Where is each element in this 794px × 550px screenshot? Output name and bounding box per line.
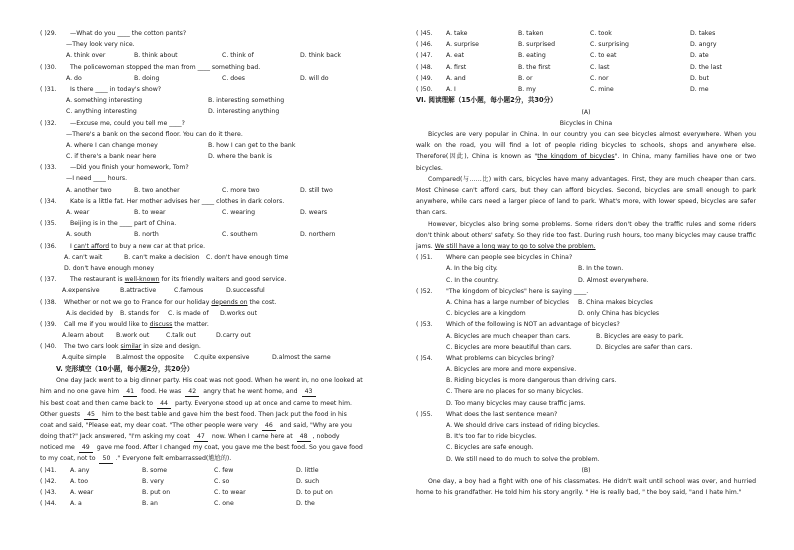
option-b[interactable]: B. surprised: [518, 41, 556, 49]
option-b[interactable]: B. think about: [134, 52, 178, 60]
option-d[interactable]: D. ate: [690, 52, 709, 60]
options-34: [40, 207, 375, 218]
section-6-title: VI. 阅读理解（15小题，每小题2分，共30分）: [416, 96, 557, 105]
question-40: ( )40. The two cars look similar in size and design.: [40, 341, 375, 352]
question-text: Kate is a little fat. Her mother advises her ____ clothes in dark colors.: [70, 197, 285, 205]
passage-a-title: Bicycles in China: [559, 119, 613, 127]
question-text: Beijing is in the ____ part of China.: [70, 220, 177, 228]
blank-46[interactable]: 46: [262, 422, 276, 431]
option-c[interactable]: C. In the country.: [446, 276, 499, 284]
question-30: ( )30. The policewoman stopped the man from ____ something bad.: [40, 62, 375, 73]
option-b[interactable]: B. It's too far to ride bicycles.: [446, 433, 537, 441]
option-d[interactable]: D. the last: [690, 63, 722, 71]
question-text: Whether or not we go to France for our holiday depends on the cost.: [64, 298, 277, 306]
option-b[interactable]: B. taken: [518, 30, 544, 37]
passage-a-paragraph-3: However, bicycles also bring some problems. Some riders don't obey the traffic rules and some riders don't think about others' safety. So they ride too fast. During rush hours, too many bicycles may cause traffic jams. We still have a long way to go to solve the problem.: [416, 220, 756, 251]
blank-48[interactable]: 48: [297, 433, 311, 442]
option-b[interactable]: B. China makes bicycles: [578, 298, 653, 306]
option-b[interactable]: B. Bicycles are easy to park.: [596, 332, 684, 340]
option-a[interactable]: A. wear: [66, 209, 90, 216]
option-b[interactable]: B. north: [134, 231, 159, 239]
question-29: ( )29. —What do you ____ the cotton pants?: [40, 28, 375, 39]
question-52: ( )52. "The kingdom of bicycles" here is saying ____.: [416, 286, 756, 297]
blank-47[interactable]: 47: [194, 433, 208, 442]
option-c[interactable]: C. think of: [222, 52, 254, 60]
option-d[interactable]: D. We still need to do much to solve the problem.: [446, 455, 600, 463]
question-53: ( )53. Which of the following is NOT an advantage of bicycles?: [416, 319, 756, 330]
option-b[interactable]: B. very: [142, 477, 164, 485]
underlined-phrase: similar: [120, 343, 142, 351]
blank-49[interactable]: 49: [79, 444, 93, 453]
cloze-options-47: ( )47. A. eat B. eating C. to eat D. ate: [416, 50, 756, 61]
cloze-options-46: ( )46. A. surprise B. surprised C. surprising D. angry: [416, 39, 756, 50]
option-b[interactable]: B. doing: [134, 74, 160, 82]
option-d[interactable]: D. Too many bicycles may cause traffic jams.: [446, 399, 586, 407]
option-c[interactable]: C. Bicycles are safe enough.: [446, 444, 534, 452]
blank-50[interactable]: 50: [99, 455, 113, 464]
option-c[interactable]: C. anything interesting: [66, 108, 137, 116]
cloze-options-44: ( )44. A. a B. an C. one D. the: [40, 498, 375, 509]
question-35: ( )35. Beijing is in the ____ part of China.: [40, 218, 375, 229]
option-b[interactable]: B.work out: [116, 332, 150, 340]
question-text: —Excuse me, could you tell me ____?: [70, 119, 185, 127]
cloze-options-48: ( )48. A. first B. the first C. last D. the last: [416, 62, 756, 73]
option-d[interactable]: D. to put on: [296, 489, 333, 496]
options-52-row1: [416, 297, 756, 308]
cloze-options-45: ( )45. A. take B. taken C. took D. takes: [416, 28, 756, 39]
option-a[interactable]: A.quite simple: [62, 354, 107, 362]
options-35: [40, 229, 375, 240]
section-5-title: V. 完形填空（10小题，每小题2分，共20分）: [56, 364, 194, 373]
option-c[interactable]: C. surprising: [590, 41, 629, 49]
passage-a-paragraph-2: Compared(与……比) with cars, bicycles have many advantages. First, they are much cheaper than cars. Most Chinese can't afford cars, but they can afford bicycles. Second, bicycles are small enough to park anywhere, while cars need a larger piece of land to park. What's more, with lower speed, bicycles are safer than cars.: [416, 175, 756, 217]
passage-b-label: (B): [581, 466, 591, 474]
blank-44[interactable]: 44: [157, 400, 171, 409]
option-a[interactable]: A. where I can change money: [66, 141, 158, 149]
passage-b-paragraph-1: One day, a boy had a fight with one of his classmates. He didn't wait until school was over, and hurried home to his grandfather. He told him his story angrily. " He is really bad, " the boy said, "and I hate him.": [416, 477, 756, 497]
option-b[interactable]: B. two another: [134, 186, 180, 194]
options-36-row1: [40, 252, 375, 263]
option-c[interactable]: C. There are no places for so many bicycles.: [446, 388, 584, 396]
option-a[interactable]: A. first: [446, 63, 467, 71]
options-51-row1: [416, 263, 756, 274]
option-c[interactable]: C. bicycles are a kingdom: [446, 310, 526, 318]
option-b[interactable]: B.attractive: [120, 287, 157, 295]
option-a[interactable]: A. Bicycles are more and more expensive.: [446, 366, 577, 374]
question-text: What does the last sentence mean?: [446, 410, 558, 418]
cloze-options-42: ( )42. A. too B. very C. so D. such: [40, 476, 375, 487]
option-d[interactable]: D. such: [296, 477, 320, 485]
option-a[interactable]: A.expensive: [62, 287, 100, 295]
option-a[interactable]: A. In the big city.: [446, 265, 498, 273]
option-b[interactable]: B. Riding bicycles is more dangerous than driving cars.: [446, 377, 617, 385]
question-reply: —They look very nice.: [66, 41, 135, 49]
option-a[interactable]: A. a: [70, 500, 82, 508]
options-52-row2: [416, 308, 756, 319]
option-c[interactable]: C. to eat: [590, 52, 617, 60]
option-d[interactable]: D.carry out: [216, 332, 251, 340]
option-c[interactable]: C. few: [214, 466, 234, 474]
option-a[interactable]: A. I: [446, 85, 456, 93]
option-d[interactable]: D. Bicycles are safer than cars.: [596, 343, 693, 351]
passage-a-paragraph-1: Bicycles are very popular in China. In our country you can see bicycles almost everywhere. When you walk on the road, you will find a lot of people riding bicycles to schools, shops and anywhere else. Therefore(因此), China is known as "the kingdom of bicycles". In China, many families have one or two bicycles.: [416, 131, 757, 172]
option-b[interactable]: B. In the town.: [578, 265, 624, 273]
option-d[interactable]: D. takes: [690, 30, 716, 37]
option-a[interactable]: A. surprise: [446, 41, 479, 49]
options-29: [40, 50, 375, 61]
underlined-phrase: discuss: [149, 320, 173, 328]
option-b[interactable]: B. my: [518, 85, 536, 93]
option-a[interactable]: A. eat: [446, 52, 465, 60]
option-a[interactable]: A. wear: [70, 489, 94, 496]
cloze-line: to my coat, not to 50 ." Everyone felt embarrassed(尴尬的).: [40, 455, 232, 463]
option-c[interactable]: C. last: [590, 63, 610, 71]
question-32: ( )32. —Excuse me, could you tell me ____?: [40, 118, 375, 129]
options-40: [40, 352, 375, 363]
options-36-row2: [40, 263, 375, 274]
option-a[interactable]: A. do: [66, 74, 82, 82]
options-38: [40, 308, 375, 319]
option-c[interactable]: C. if there's a bank near here: [66, 153, 157, 161]
option-c[interactable]: C. don't have enough time: [206, 253, 289, 261]
options-51-row2: [416, 275, 756, 286]
question-text: I can't afford to buy a new car at that price.: [70, 242, 206, 250]
option-a[interactable]: A. any: [70, 466, 90, 474]
option-a[interactable]: A. south: [66, 231, 92, 239]
option-d[interactable]: D. interesting anything: [208, 108, 280, 116]
question-33: ( )33. —Did you finish your homework, Tom?: [40, 162, 375, 173]
question-reply: —There's a bank on the second floor. You can do it there.: [66, 130, 243, 138]
option-d[interactable]: D. still two: [300, 186, 333, 194]
option-a[interactable]: A. and: [446, 74, 466, 82]
option-d[interactable]: D. Almost everywhere.: [578, 276, 649, 284]
option-d[interactable]: D. will do: [300, 74, 329, 82]
option-c[interactable]: C. does: [222, 74, 245, 82]
option-c[interactable]: C. to wear: [214, 489, 246, 496]
option-b[interactable]: B. to wear: [134, 209, 166, 216]
question-37: ( )37. The restaurant is well-known for its friendly waiters and good service.: [40, 274, 375, 285]
question-38: ( )38. Whether or not we go to France for our holiday depends on the cost.: [40, 297, 375, 308]
option-c[interactable]: C. is made of: [168, 309, 209, 317]
cloze-passage: [40, 375, 375, 465]
option-a[interactable]: A. think over: [66, 52, 106, 60]
right-column: [416, 28, 756, 498]
option-b[interactable]: B.almost the opposite: [116, 354, 184, 362]
cloze-line: noticed me 49 gave me food. After I changed my coat, you gave me the best food. So you gave food: [40, 444, 363, 452]
underlined-phrase: can't afford: [73, 242, 110, 250]
option-d[interactable]: D. me: [690, 85, 709, 93]
passage-a-label: (A): [581, 108, 591, 116]
option-d[interactable]: D. the: [296, 500, 315, 508]
blank-42[interactable]: 42: [185, 388, 199, 397]
question-text: The two cars look similar in size and design.: [64, 343, 201, 351]
cloze-line: his best coat and then came back to 44 party. Everyone stood up at once and came to meet him.: [40, 399, 352, 407]
options-32-row2: [40, 151, 375, 162]
option-a[interactable]: A. another two: [66, 186, 112, 194]
question-text: —What do you ____ the cotton pants?: [70, 30, 187, 37]
options-31-row1: [40, 95, 375, 106]
question-reply: —I need ____ hours.: [66, 175, 128, 183]
option-a[interactable]: A. take: [446, 30, 468, 37]
option-a[interactable]: A.learn about: [62, 332, 104, 340]
option-a[interactable]: A.is decided by: [66, 309, 114, 317]
cloze-options-43: ( )43. A. wear B. put on C. to wear D. to put on: [40, 487, 375, 498]
option-b[interactable]: B. an: [142, 500, 158, 508]
options-33: [40, 185, 375, 196]
options-32-row1: [40, 140, 375, 151]
underlined-phrase: well-known: [124, 276, 160, 284]
option-a[interactable]: A. something interesting: [66, 97, 143, 105]
options-30: [40, 73, 375, 84]
option-d[interactable]: D. northern: [300, 231, 336, 239]
question-text: "The kingdom of bicycles" here is saying ____.: [446, 287, 589, 295]
question-text: Which of the following is NOT an advantage of bicycles?: [446, 321, 620, 329]
question-36: ( )36. I can't afford to buy a new car at that price.: [40, 241, 375, 252]
question-51: ( )51. Where can people see bicycles in China?: [416, 252, 756, 263]
options-39: [40, 330, 375, 341]
option-a[interactable]: A. China has a large number of bicycles: [446, 298, 569, 306]
cloze-line: him and no one gave him 41 food. He was 42 angry that he went home, and 43: [40, 386, 375, 397]
option-b[interactable]: B. can't make a decision: [124, 253, 200, 261]
option-c[interactable]: C. one: [214, 500, 234, 508]
option-d[interactable]: D.almost the same: [272, 354, 331, 362]
cloze-options-49: ( )49. A. and B. or C. nor D. but: [416, 73, 756, 84]
option-d[interactable]: D. wears: [300, 209, 328, 216]
cloze-line: One day Jack went to a big dinner party. His coat was not good. When he went in, no one looked at: [56, 377, 363, 385]
cloze-line: Other guests 45 him to the best table and gave him the best food. Then Jack put the food in his: [40, 410, 347, 418]
underlined-phrase: the kingdom of bicycles: [537, 153, 615, 161]
option-b[interactable]: B. or: [518, 74, 533, 82]
cloze-options-50: ( )50. A. I B. my C. mine D. me: [416, 84, 756, 95]
option-d[interactable]: D. but: [690, 74, 709, 82]
option-b[interactable]: B. stands for: [120, 309, 160, 317]
option-c[interactable]: C.quite expensive: [194, 354, 250, 362]
blank-41[interactable]: 41: [123, 388, 137, 397]
option-a[interactable]: A. We should drive cars instead of riding bicycles.: [446, 422, 600, 430]
option-c[interactable]: C. so: [214, 477, 230, 485]
option-a[interactable]: A. can't wait: [64, 253, 103, 261]
option-d[interactable]: D. where the bank is: [208, 153, 272, 161]
option-d[interactable]: D. don't have enough money: [64, 264, 155, 272]
underlined-phrase: depends on: [211, 298, 248, 306]
option-b[interactable]: B. the first: [518, 63, 551, 71]
question-text: —Did you finish your homework, Tom?: [70, 164, 189, 172]
option-d[interactable]: D. angry: [690, 41, 717, 49]
blank-45[interactable]: 45: [84, 411, 98, 420]
option-c[interactable]: C. Bicycles are more beautiful than cars.: [446, 343, 572, 351]
option-b[interactable]: B. interesting something: [208, 97, 285, 105]
option-c[interactable]: C. nor: [590, 74, 609, 82]
cloze-options-41: ( )41. A. any B. some C. few D. little: [40, 465, 375, 476]
option-c[interactable]: C.famous: [174, 287, 204, 295]
question-31: ( )31. Is there ____ in today's show?: [40, 84, 375, 95]
cloze-line: doing that?" Jack answered, "I'm asking my coat 47 now. When I came here at 48 , nobody: [40, 433, 340, 441]
question-34: ( )34. Kate is a little fat. Her mother advises her ____ clothes in dark colors.: [40, 196, 375, 207]
question-text: The restaurant is well-known for its friendly waiters and good service.: [70, 276, 287, 284]
question-text: What problems can bicycles bring?: [446, 354, 555, 362]
option-c[interactable]: C. wearing: [222, 209, 256, 216]
option-c[interactable]: C.talk out: [166, 332, 196, 340]
option-c[interactable]: C. southern: [222, 231, 258, 239]
question-text: Is there ____ in today's show?: [70, 85, 162, 93]
option-c[interactable]: C. more two: [222, 186, 260, 194]
option-b[interactable]: B. some: [142, 466, 168, 474]
option-d[interactable]: D.successful: [226, 287, 265, 295]
option-d[interactable]: D. little: [296, 466, 319, 474]
blank-43[interactable]: 43: [302, 388, 316, 397]
options-31-row2: [40, 106, 375, 117]
question-55: ( )55. What does the last sentence mean?: [416, 409, 756, 420]
option-b[interactable]: B. put on: [142, 489, 171, 496]
question-39: ( )39. Call me if you would like to discuss the matter.: [40, 319, 375, 330]
question-text: The policewoman stopped the man from ____ something bad.: [70, 63, 261, 71]
option-b[interactable]: B. how I can get to the bank: [208, 141, 296, 149]
option-a[interactable]: A. too: [70, 477, 89, 485]
option-d[interactable]: D. only China has bicycles: [578, 310, 660, 318]
underlined-sentence: We still have a long way to go to solve the problem.: [434, 243, 596, 251]
options-53-row2: [416, 342, 756, 353]
question-text: Where can people see bicycles in China?: [446, 254, 573, 262]
options-37: [40, 285, 375, 296]
option-d[interactable]: D. think back: [300, 52, 341, 60]
options-53-row1: [416, 331, 756, 342]
option-c[interactable]: C. mine: [590, 85, 614, 93]
option-b[interactable]: B. eating: [518, 52, 546, 60]
option-d[interactable]: D.works out: [220, 309, 258, 317]
cloze-line: coat and said, "Please eat, my dear coat. "The other people were very 46 and said, "Why are you: [40, 421, 352, 429]
option-a[interactable]: A. Bicycles are much cheaper than cars.: [446, 332, 571, 340]
question-54: ( )54. What problems can bicycles bring?: [416, 353, 756, 364]
option-c[interactable]: C. took: [590, 30, 612, 37]
left-column: [40, 28, 375, 509]
question-text: Call me if you would like to discuss the matter.: [64, 320, 209, 328]
